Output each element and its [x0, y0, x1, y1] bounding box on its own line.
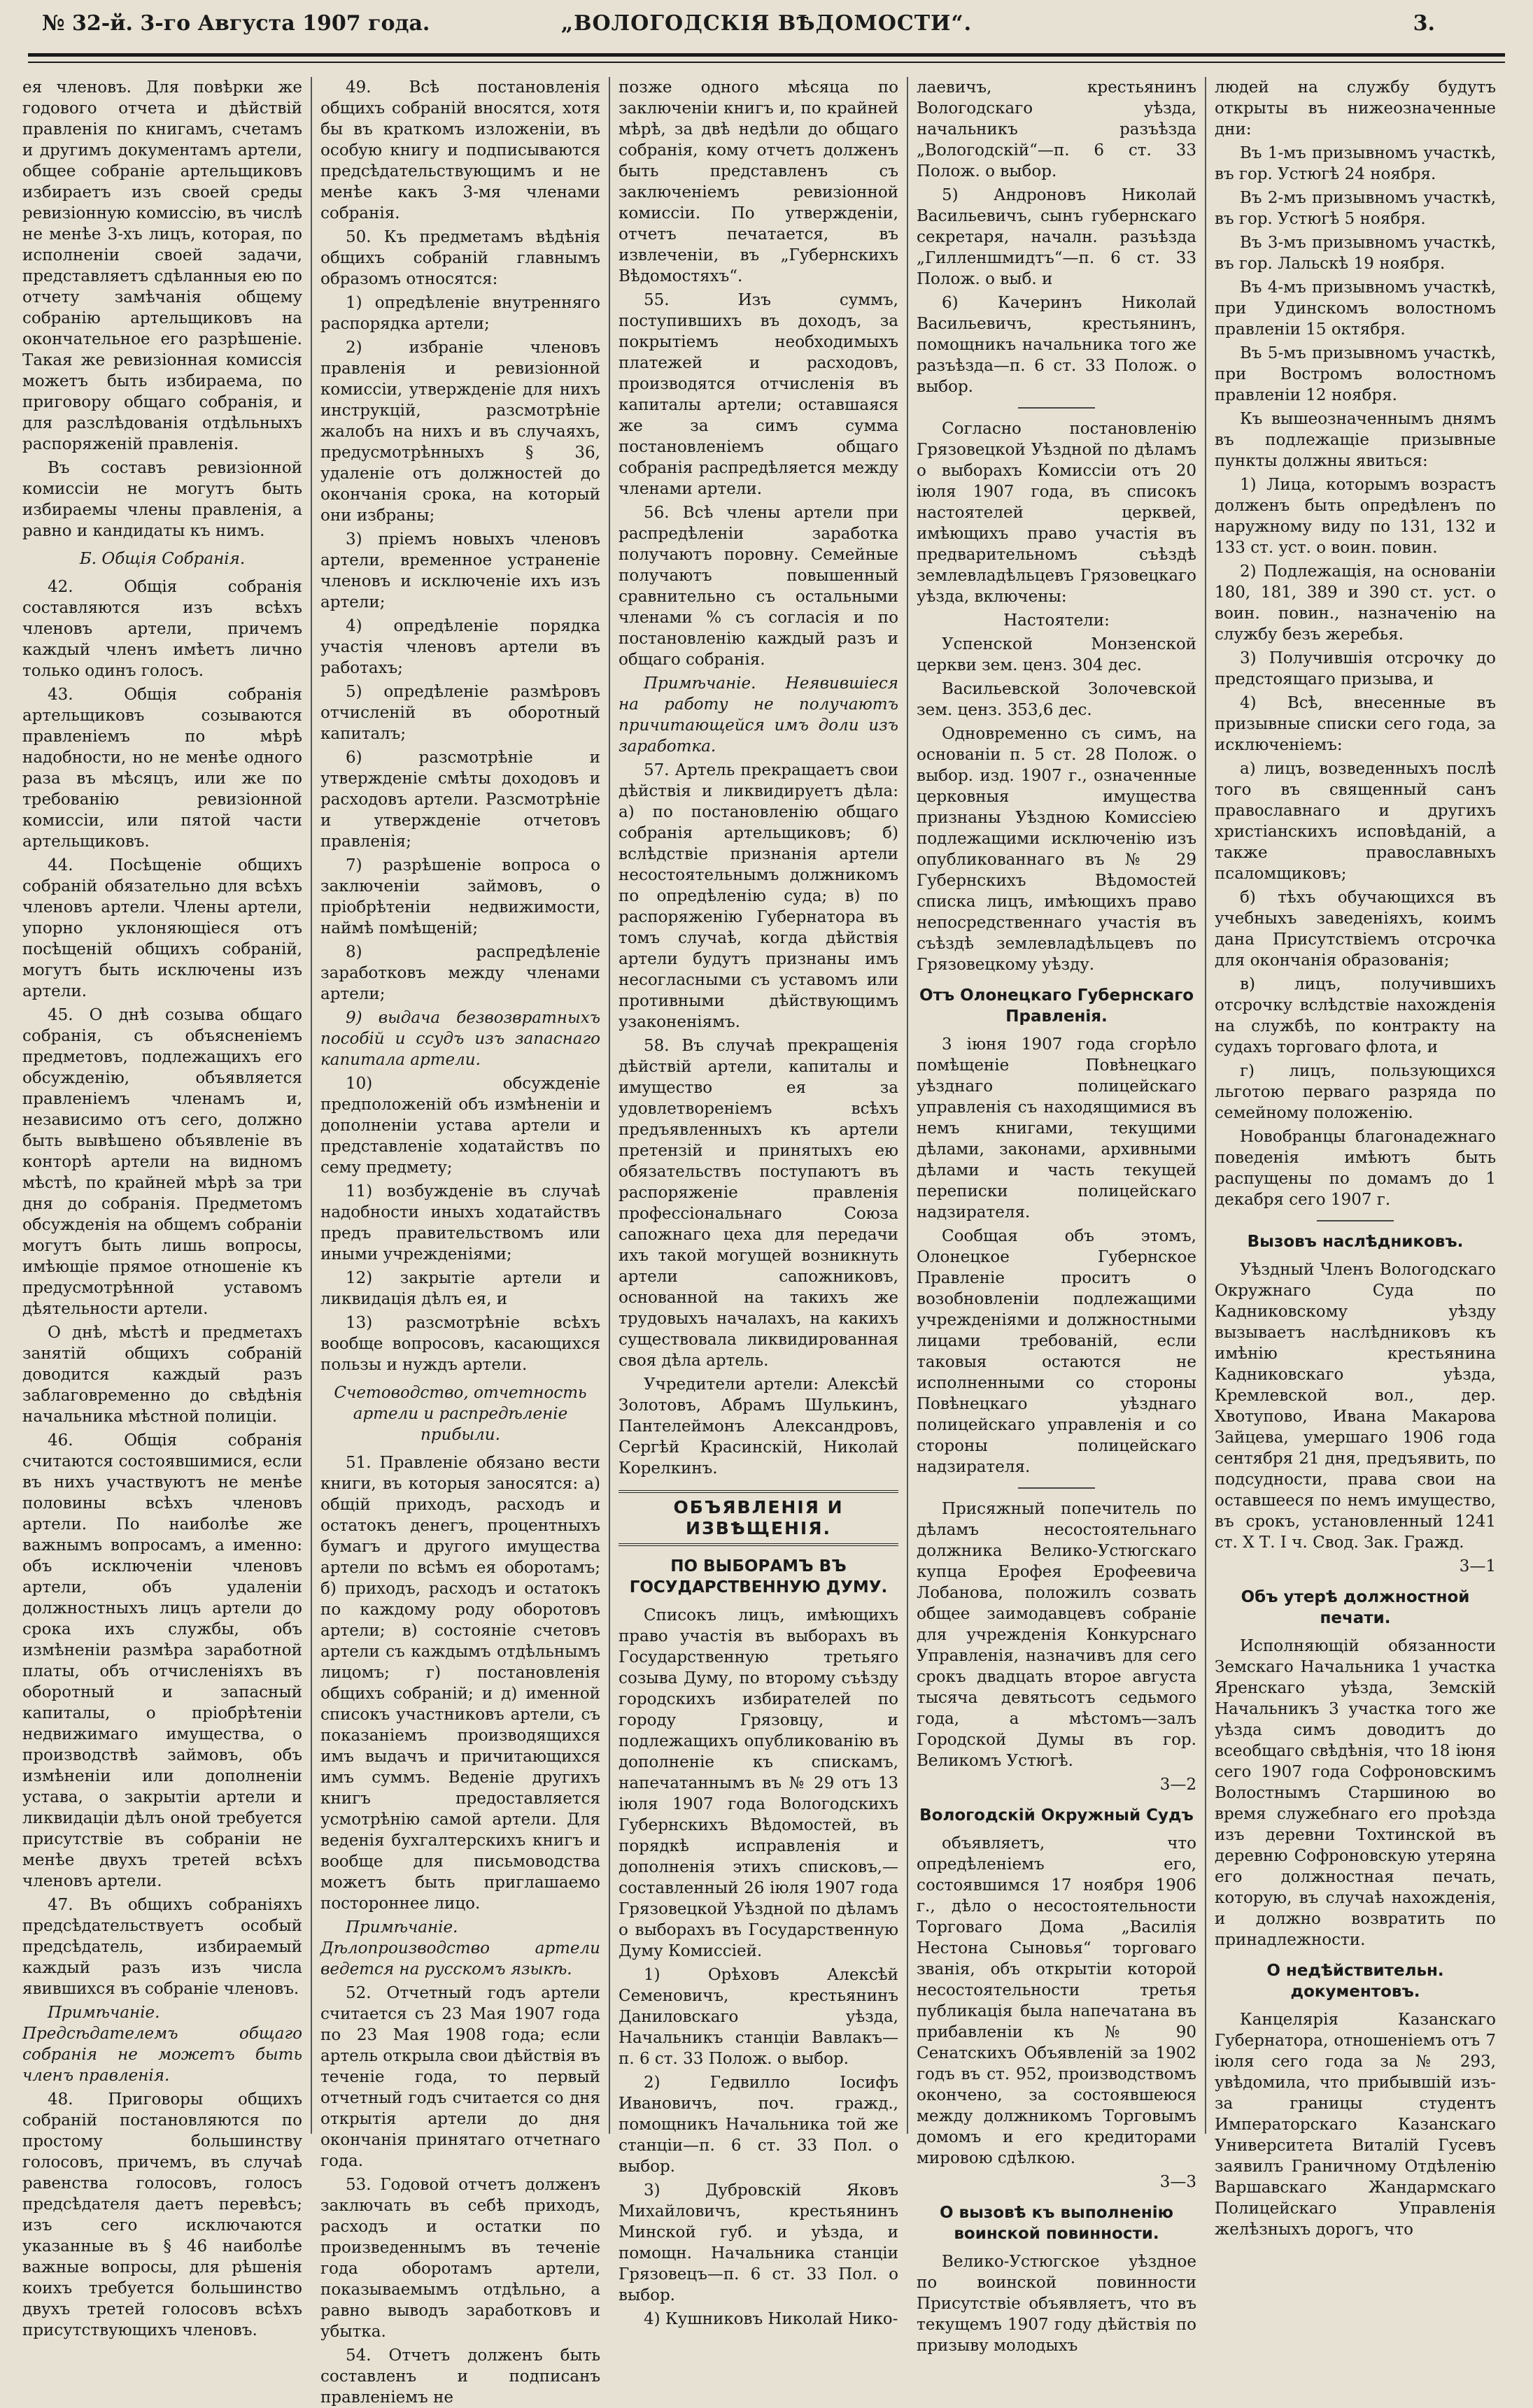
- column-5: [1206, 77, 1504, 2239]
- newspaper-title: „ВОЛОГОДСКІЯ ВѢДОМОСТИ“.: [560, 11, 973, 36]
- list-item: 6) разсмотрѣніе и утвержденіе смѣты доходовъ и расходовъ артели. Разсмотрѣніе и утвержденіе отчетовъ правленія;: [320, 749, 600, 851]
- list-item: 3) пріемъ новыхъ членовъ артели, временное устраненіе членовъ и исключеніе ихъ изъ артели;: [320, 530, 600, 611]
- list-item: Въ 3-мъ призывномъ участкѣ, въ гор. Лальскѣ 19 ноября.: [1215, 234, 1496, 273]
- list-item: а) лицъ, возведенныхъ послѣ того въ священный санъ православнаго и другихъ христіанскихъ исповѣданій, а также православныхъ псаломщиковъ;: [1215, 760, 1496, 883]
- section-heading: Вызовъ наслѣдниковъ.: [1247, 1233, 1464, 1251]
- list-item: 12) закрытіе артели и ликвидація дѣлъ ея, и: [320, 1269, 600, 1308]
- section-subtitle: Счетоводство, отчетность артели и распредѣленіе прибыли.: [334, 1384, 587, 1444]
- list-item: 2) Подлежащія, на основаніи 180, 181, 389 и 390 ст. уст. о воин. повин., назначенію на службу безъ жеребья.: [1215, 562, 1496, 644]
- paragraph: Исполняющій обязанности Земскаго Начальника 1 участка Яренскаго уѣзда, Земскій Начальникъ 3 участка того же уѣзда симъ доводитъ до всеобщаго свѣдѣнія, что 18 іюня сего 1907 года Софроновскимъ Волостнымъ Старшиною во время служебнаго его проѣзда изъ деревни Тохтинской въ деревню Софроновскую утеряна его должностная печать, которую, въ случаѣ нахожденія, и должно возвратить по принадлежности.: [1215, 1637, 1496, 1949]
- header-rule-thin: [28, 62, 1505, 63]
- list-item: Въ 2-мъ призывномъ участкѣ, въ гор. Устюгѣ 5 ноября.: [1215, 189, 1496, 228]
- column-4: [908, 77, 1206, 2355]
- columns: [14, 77, 1504, 2407]
- list-item: 4) Кушниковъ Николай Нико-: [644, 2310, 898, 2328]
- paragraph: 58. Въ случаѣ прекращенія дѣйствій артели, капиталы и имущество ея за удовлетвореніемъ всѣхъ предъявленныхъ къ артели претензій и принятыхъ ею обязательствъ поступаютъ въ распоряженіе правленія профессіональнаго Союза сапожнаго цеха для передачи ихъ такой могущей возникнуть артели сапожниковъ, основанной на такихъ же трудовыхъ началахъ, на какихъ существовала ликвидированная своя дѣла артель.: [619, 1037, 898, 1370]
- label: Настоятели:: [1003, 611, 1110, 630]
- paragraph: 50. Къ предметамъ вѣдѣнія общихъ собраній главнымъ образомъ относятся:: [320, 228, 600, 288]
- paragraph: 3 іюня 1907 года сгорѣло помѣщеніе Повѣнецкаго уѣзднаго полицейскаго управленія съ находящимися въ немъ книгами, текущими дѣлами, законами, архивными дѣлами и часть текущей переписки полицейскаго надзирателя.: [917, 1035, 1196, 1221]
- paragraph: Уѣздный Членъ Вологодскаго Окружнаго Суда по Кадниковскому уѣзду вызываетъ наслѣдниковъ къ имѣнію крестьянина Кадниковскаго уѣзда, Кремлевской вол., дер. Хвотупово, Ивана Макарова Зайцева, умершаго 1906 года сентября 21 дня, предъявить, по подсудности, права свои на оставшееся по немъ имущество, въ срокъ, установленный 1241 ст. X Т. I ч. Свод. Зак. Гражд.: [1215, 1261, 1496, 1552]
- list-item: г) лицъ, пользующихся льготою перваго разряда по семейному положенію.: [1215, 1062, 1496, 1122]
- issue-date: № 32-й. 3-го Августа 1907 года.: [42, 11, 430, 36]
- list-item: Васильевской Золочевской зем. ценз. 353,6 дес.: [917, 680, 1196, 719]
- paragraph: 54. Отчетъ долженъ быть составленъ и подписанъ правленіемъ не: [320, 2346, 600, 2407]
- list-item: 9) выдача безвозвратныхъ пособій и ссудъ изъ запаснаго капитала артели.: [320, 1009, 600, 1069]
- paragraph: Велико-Устюгское уѣздное по воинской повинности Присутствіе объявляетъ, что въ текущемъ 1907 году дѣйствія по призыву молодыхъ: [917, 2253, 1196, 2355]
- list-item: 1) Орѣховъ Алексѣй Семеновичъ, крестьянинъ Даниловскаго уѣзда, Начальникъ станціи Вавлакъ—п. 6 ст. 33 Полож. о выбор.: [619, 1966, 898, 2068]
- paragraph: О днѣ, мѣстѣ и предметахъ занятій общихъ собраній доводится каждый разъ заблаговременно до свѣдѣнія начальника мѣстной полиціи.: [22, 1324, 302, 1426]
- list-item: Въ 5-мъ призывномъ участкѣ, при Востромъ волостномъ правленіи 12 ноября.: [1215, 344, 1496, 404]
- list-item: б) тѣхъ обучающихся въ учебныхъ заведеніяхъ, коимъ дана Присутствіемъ отсрочка для окончанія образованія;: [1215, 888, 1496, 970]
- list-item: Въ 1-мъ призывномъ участкѣ, въ гор. Устюгѣ 24 ноября.: [1215, 144, 1496, 183]
- header-rule-thick: [28, 53, 1505, 57]
- list-item: 3) Дубровскій Яковъ Михайловичъ, крестьянинъ Минской губ. и уѣзда, и помощн. Начальника станціи Грязовецъ—п. 6 ст. 33 Пол. о выбор.: [619, 2181, 898, 2304]
- paragraph: 55. Изъ суммъ, поступившихъ въ доходъ, за покрытіемъ необходимыхъ платежей и расходовъ, производятся отчисленія въ капиталы артели; оставшаяся же за симъ сумма постановленіемъ общаго собранія распредѣляется между членами артели.: [619, 291, 898, 498]
- paragraph: позже одного мѣсяца по заключеніи книгъ и, по крайней мѣрѣ, за двѣ недѣли до общаго собранія, кому отчетъ долженъ быть представленъ съ заключеніемъ ревизіонной комиссіи. По утвержденіи, отчетъ печатается, въ извлеченіи, въ „Губернскихъ Вѣдомостяхъ“.: [619, 78, 898, 285]
- list-item: 4) Всѣ, внесенные въ призывные списки сего года, за исключеніемъ:: [1215, 694, 1496, 754]
- paragraph: Новобранцы благонадежнаго поведенія имѣютъ быть распущены по домамъ до 1 декабря сего 1907 г.: [1215, 1128, 1496, 1209]
- list-item: 13) разсмотрѣніе всѣхъ вообще вопросовъ, касающихся пользы и нуждъ артели.: [320, 1314, 600, 1374]
- issue-counter: 3—1: [1459, 1557, 1496, 1575]
- section-heading: Объ утерѣ должностной печати.: [1241, 1588, 1470, 1627]
- paragraph: 47. Въ общихъ собраніяхъ предсѣдательствуетъ особый предсѣдатель, избираемый каждый разъ изъ числа явившихся въ собраніе членовъ.: [22, 1896, 302, 1998]
- list-item: 6) Качеринъ Николай Васильевичъ, крестьянинъ, помощникъ начальника того же разъѣзда—п. 6 ст. 33 Полож. о выбор.: [917, 294, 1196, 396]
- list-item: 7) разрѣшеніе вопроса о заключеніи займовъ, о пріобрѣтеніи недвижимости, наймѣ помѣщеній;: [320, 856, 600, 937]
- column-2: [312, 77, 610, 2407]
- paragraph: 53. Годовой отчетъ долженъ заключать въ себѣ приходъ, расходъ и остатки по произведеннымъ въ теченіе года оборотамъ артели, показываемымъ отдѣльно, а равно выводъ заработковъ и убытка.: [320, 2176, 600, 2341]
- paragraph: Одновременно съ симъ, на основаніи п. 5 ст. 28 Полож. о выбор. изд. 1907 г., означенные церковныя имущества признаны Уѣздною Комиссіею подлежащими исключенію изъ опубликованнаго въ № 29 Губернскихъ Вѣдомостей списка лицъ, имѣющихъ право непосредственнаго участія въ съѣздѣ землевладѣльцевъ по Грязовецкому уѣзду.: [917, 725, 1196, 974]
- list-item: в) лицъ, получившихъ отсрочку вслѣдствіе нахожденія на службѣ, по контракту на судахъ торговаго флота, и: [1215, 975, 1496, 1056]
- paragraph: лаевичъ, крестьянинъ Вологодскаго уѣзда, начальникъ разъѣзда „Вологодскій“—п. 6 ст. 33 Полож. о выбор.: [917, 78, 1196, 180]
- issue-counter: 3—2: [1159, 1776, 1196, 1794]
- section-heading: О вызовѣ къ выполненію воинской повинности.: [940, 2204, 1173, 2243]
- paragraph: 56. Всѣ члены артели при распредѣленіи заработка получаютъ поровну. Семейные получаютъ повышенный сравнительно съ остальными членами % съ согласія и по постановленію каждый разъ и общаго собранія.: [619, 504, 898, 669]
- page-number: 3.: [1413, 11, 1435, 36]
- note: Примѣчаніе. Дѣлопроизводство артели ведется на русскомъ языкѣ.: [320, 1918, 600, 1978]
- paragraph: ея членовъ. Для повѣрки же годового отчета и дѣйствій правленія по книгамъ, счетамъ и другимъ документамъ артели, общее собраніе артельщиковъ избираетъ изъ своей среды ревизіонную комиссію, въ числѣ не менѣе 3-хъ лицъ, которая, по исполненіи своей задачи, представляетъ сдѣланныя ею по отчету замѣчанія общему собранію артельщиковъ на окончательное его разрѣшеніе. Такая же ревизіонная комиссія можетъ быть избираема, по приговору общаго собранія, и для разслѣдованія отдѣльныхъ распоряженій правленія.: [22, 78, 302, 453]
- column-3: [610, 77, 908, 2328]
- paragraph: 44. Посѣщеніе общихъ собраній обязательно для всѣхъ членовъ артели. Члены артели, упорно уклоняющіеся отъ посѣщеній общихъ собраній, могутъ быть исключены изъ артели.: [22, 856, 302, 1000]
- list-item: Успенской Монзенской церкви зем. ценз. 304 дес.: [917, 635, 1196, 674]
- note: Примѣчаніе. Предсѣдателемъ общаго собранія не можетъ быть членъ правленія.: [22, 2004, 302, 2085]
- list-item: 11) возбужденіе въ случаѣ надобности иныхъ ходатайствъ предъ правительствомъ или иными учрежденіями;: [320, 1182, 600, 1263]
- paragraph: Списокъ лицъ, имѣющихъ право участія въ выборахъ въ Государственную третьяго созыва Думу, по второму съѣзду городскихъ избирателей по городу Грязовцу, и подлежащихъ опубликованію въ дополненіе къ спискамъ, напечатаннымъ въ № 29 отъ 13 іюля 1907 года Вологодскихъ Губернскихъ Вѣдомостей, въ порядкѣ исправленія и дополненія этихъ списковъ,—составленный 26 іюля 1907 года Грязовецкой Уѣздной по дѣламъ о выборахъ въ Государственную Думу Комиссіей.: [619, 1606, 898, 1960]
- paragraph: 42. Общія собранія составляются изъ всѣхъ членовъ артели, причемъ каждый членъ имѣетъ лично только одинъ голосъ.: [22, 578, 302, 680]
- list-item: 5) опредѣленіе размѣровъ отчисленій въ оборотный капиталъ;: [320, 683, 600, 743]
- paragraph: объявляетъ, что опредѣленіемъ его, состоявшимся 17 ноября 1906 г., дѣло о несостоятельности Торговаго Дома „Василія Нестона Сыновья“ торговаго званія, объ открытіи которой несостоятельности третья публикація была напечатана въ прибавленіи къ № 90 Сенатскихъ Объявленій за 1902 годъ въ ст. 952, производствомъ окончено, за состоявшеюся между должникомъ Торговымъ домомъ и его кредиторами мировою сдѣлкою.: [917, 1834, 1196, 2167]
- paragraph: 45. О днѣ созыва общаго собранія, съ объясненіемъ предметовъ, подлежащихъ его обсужденію, объявляется правленіемъ членамъ и, независимо отъ сего, должно быть вывѣшено объявленіе въ конторѣ артели на видномъ мѣстѣ, по крайней мѣрѣ за три дня до собранія. Предметомъ обсужденія на общемъ собраніи могутъ быть лишь вопросы, имѣющіе прямое отношеніе къ предусмотрѣнной уставомъ дѣятельности артели.: [22, 1006, 302, 1318]
- separator: [1018, 1487, 1095, 1489]
- paragraph: Къ вышеозначеннымъ днямъ въ подлежащіе призывные пункты должны явиться:: [1215, 410, 1496, 470]
- paragraph: Присяжный попечитель по дѣламъ несостоятельнаго должника Велико-Устюгскаго купца Ерофея Ерофеевича Лобанова, положилъ созвать общее заимодавцевъ собраніе для учрежденія Конкурснаго Управленія, назначивъ для сего срокъ двадцать второе августа тысяча девятьсотъ седьмого года, а мѣстомъ—залъ Городской Думы въ гор. Великомъ Устюгѣ.: [917, 1500, 1196, 1770]
- section-heading: Вологодскій Окружный Судъ: [919, 1806, 1194, 1825]
- paragraph: 49. Всѣ постановленія общихъ собраній вносятся, хотя бы въ краткомъ изложеніи, въ особую книгу и подписываются предсѣдательствующимъ и не менѣе какъ 3-мя членами собранія.: [320, 78, 600, 222]
- paragraph: 48. Приговоры общихъ собраній постановляются по простому большинству голосовъ, причемъ, въ случаѣ равенства голосовъ, голосъ предсѣдателя даетъ перевѣсъ; изъ сего исключаются указанные въ § 46 наиболѣе важные вопросы, для рѣшенія коихъ требуется большинство двухъ третей голосовъ всѣхъ присутствующихъ членовъ.: [22, 2090, 302, 2339]
- note: Примѣчаніе. Неявившіеся на работу не получаютъ причитающейся имъ доли изъ заработка.: [619, 674, 898, 756]
- list-item: 1) Лица, которымъ возрастъ долженъ быть опредѣленъ по наружному виду по 131, 132 и 133 ст. уст. о воин. повин.: [1215, 476, 1496, 557]
- list-item: 8) распредѣленіе заработковъ между членами артели;: [320, 943, 600, 1003]
- list-item: 5) Андроновъ Николай Васильевичъ, сынъ губернскаго секретаря, началн. разъѣзда „Гилленшмидтъ“—п. 6 ст. 33 Полож. о выб. и: [917, 186, 1196, 288]
- list-item: 3) Получившія отсрочку до предстоящаго призыва, и: [1215, 649, 1496, 688]
- paragraph: 57. Артель прекращаетъ свои дѣйствія и ликвидируетъ дѣла: а) по постановленію общаго собранія артельщиковъ; б) вслѣдствіе признанія артели несостоятельнымъ должникомъ по опредѣленію суда; в) по распоряженію Губернатора въ томъ случаѣ, когда дѣйствія артели будутъ признаны имъ несогласными съ уставомъ или противными дѣйствующимъ узаконеніямъ.: [619, 761, 898, 1031]
- founders: Учредители артели: Алексѣй Золотовъ, Абрамъ Шулькинъ, Пантелеймонъ Александровъ, Сергѣй Красинскій, Николай Корелкинъ.: [619, 1375, 898, 1478]
- list-item: 10) обсужденіе предположеній объ измѣненіи и дополненіи устава артели и представленіе ходатайствъ по сему предмету;: [320, 1075, 600, 1177]
- paragraph: Въ составъ ревизіонной комиссіи не могутъ быть избираемы члены правленія, а равно и кандидаты къ нимъ.: [22, 459, 302, 540]
- list-item: 2) избраніе членовъ правленія и ревизіонной комиссіи, утвержденіе для нихъ инструкцій, разсмотрѣніе жалобъ на нихъ и въ случаяхъ, предусмотрѣнныхъ § 36, удаленіе отъ должностей до окончанія срока, на который они избраны;: [320, 339, 600, 525]
- section-heading: ПО ВЫБОРАМЪ ВЪ ГОСУДАРСТВЕННУЮ ДУМУ.: [629, 1557, 888, 1596]
- separator: [1018, 407, 1095, 409]
- paragraph: 52. Отчетный годъ артели считается съ 23 Мая 1907 года по 23 Мая 1908 года; если артель открыла свои дѣйствія въ теченіе года, то первый отчетный годъ считается со дня открытія артели до дня окончанія принятаго отчетнаго года.: [320, 1984, 600, 2170]
- list-item: 4) опредѣленіе порядка участія членовъ артели въ работахъ;: [320, 617, 600, 677]
- page-header: [42, 7, 1491, 46]
- section-heading: О недѣйствительн. документовъ.: [1266, 1962, 1444, 2001]
- section-subtitle: Б. Общія Собранія.: [79, 550, 246, 568]
- list-item: Въ 4-мъ призывномъ участкѣ, при Удинскомъ волостномъ правленіи 15 октября.: [1215, 278, 1496, 339]
- column-1: [14, 77, 312, 2339]
- paragraph: людей на службу будутъ открыты въ нижеозначенные дни:: [1215, 78, 1496, 139]
- separator: [1317, 1220, 1394, 1221]
- paragraph: Сообщая объ этомъ, Олонецкое Губернское Правленіе проситъ о возобновленіи подлежащими учрежденіями и должностными лицами требованій, если таковыя остаются не исполненными со стороны Повѣнецкаго уѣзднаго полицейскаго управленія и со стороны полицейскаго надзирателя.: [917, 1227, 1196, 1476]
- paragraph: 51. Правленіе обязано вести книги, въ которыя заносятся: а) общій приходъ, расходъ и остатокъ денегъ, процентныхъ бумагъ и другого имущества артели по всѣмъ ея оборотамъ; б) приходъ, расходъ и остатокъ по каждому роду оборотовъ артели; в) состояніе счетовъ артели съ каждымъ отдѣльнымъ лицомъ; г) постановленія общихъ собраній; и д) именной списокъ участниковъ артели, съ показаніемъ производящихся имъ выдачъ и причитающихся имъ суммъ. Веденіе другихъ книгъ предоставляется усмотрѣнію самой артели. Для веденія бухгалтерскихъ книгъ и вообще для письмоводства можетъ быть приглашаемо постороннее лицо.: [320, 1454, 600, 1913]
- paragraph: Канцелярія Казанскаго Губернатора, отношеніемъ отъ 7 іюля сего года за № 293, увѣдомила, что прибывшій изъ-за границы студентъ Императорскаго Казанскаго Университета Виталій Гусевъ заявилъ Граничному Отдѣленію Варшавскаго Жандармскаго Полицейскаго Управленія желѣзныхъ дорогъ, что: [1215, 2011, 1496, 2239]
- list-item: 2) Гедвилло Іосифъ Ивановичъ, поч. гражд., помощникъ Начальника той же станціи—п. 6 ст. 33 Пол. о выбор.: [619, 2074, 898, 2176]
- list-item: 1) опредѣленіе внутренняго распорядка артели;: [320, 294, 600, 333]
- announcements-heading: ОБЪЯВЛЕНІЯ И ИЗВѢЩЕНІЯ.: [619, 1490, 898, 1546]
- section-heading: Отъ Олонецкаго Губернскаго Правленія.: [919, 986, 1194, 1026]
- paragraph: Согласно постановленію Грязовецкой Уѣздной по дѣламъ о выборахъ Комиссіи отъ 20 іюля 1907 года, въ списокъ настоятелей церквей, имѣющихъ право участія въ предварительномъ съѣздѣ землевладѣльцевъ Грязовецкаго уѣзда, включены:: [917, 420, 1196, 606]
- paragraph: 46. Общія собранія считаются состоявшимися, если въ нихъ участвуютъ не менѣе половины всѣхъ членовъ артели. По наиболѣе же важнымъ вопросамъ, а именно: объ исключеніи членовъ артели, объ удаленіи должностныхъ лицъ артели до срока ихъ службы, объ измѣненіи размѣра заработной платы, объ отчисленіяхъ въ оборотный и запасный капиталы, о пріобрѣтеніи недвижимаго имущества, о производствѣ займовъ, объ измѣненіи или дополненіи устава, о закрытіи артели и ликвидаціи дѣлъ оной требуется присутствіе въ собраніи не менѣе двухъ третей всѣхъ членовъ артели.: [22, 1431, 302, 1890]
- issue-counter: 3—3: [1159, 2173, 1196, 2191]
- paragraph: 43. Общія собранія артельщиковъ созываются правленіемъ по мѣрѣ надобности, но не менѣе одного раза въ мѣсяцъ, или же по требованію ревизіонной комиссіи, или пятой части артельщиковъ.: [22, 686, 302, 851]
